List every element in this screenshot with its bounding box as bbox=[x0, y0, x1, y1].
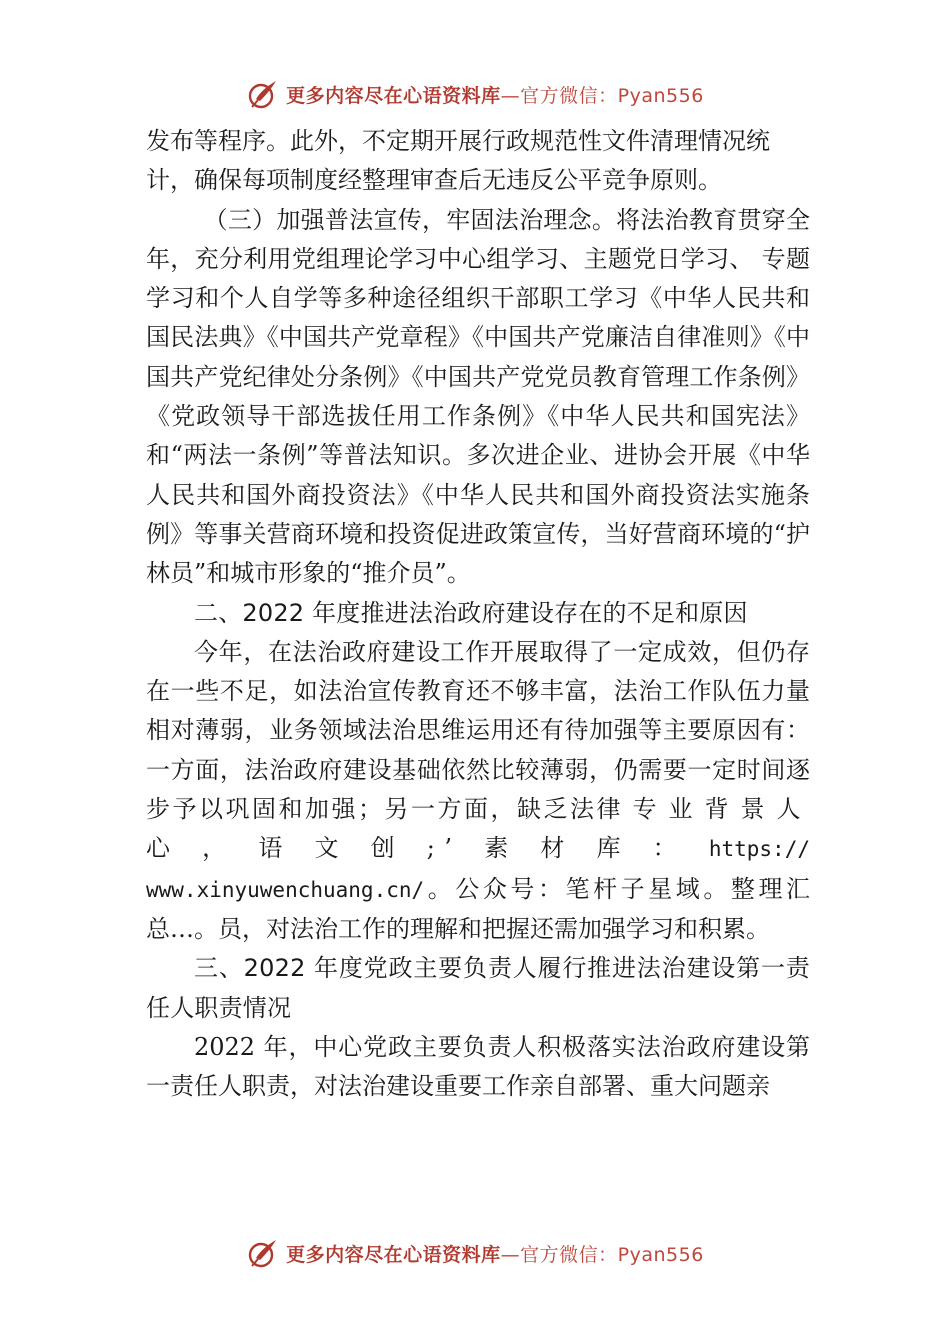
url-part-1: https:// bbox=[708, 837, 810, 862]
banner-main-text: 更多内容尽在心语资料库 bbox=[286, 1243, 501, 1266]
paragraph-line: 发布等程序。此外，不定期开展行政规范性文件清理情况统 bbox=[146, 127, 770, 155]
paragraph-shortcomings bbox=[146, 633, 810, 949]
banner-main-text: 更多内容尽在心语资料库 bbox=[286, 84, 501, 107]
footer-banner bbox=[0, 1233, 950, 1273]
section-heading-2: 二、2022 年度推进法治政府建设存在的不足和原因 bbox=[194, 598, 748, 627]
quill-logo-icon bbox=[246, 77, 280, 111]
paragraph-tail: 。公众号：笔杆子星域。整理汇总…。员，对法治工作的理解和把握还需加强学习和积累。 bbox=[146, 874, 810, 943]
document-body bbox=[146, 122, 810, 1106]
paragraph-law-promotion: （三）加强普法宣传，牢固法治理念。将法治教育贯穿全年，充分利用党组理论学习中心组学习、主题党日学习、 专题学习和个人自学等多种途径组织干部职工学习《中华人民共和国民法典》《中国共产党章程》《中国共产党廉洁自律准则》《中国共产党纪律处分条例》《中国共产党党员教育管理工作条例》《党政领导干部选拔任用工作条例》《中华人民共和国宪法》和“两法一条例”等普法知识。多次进企业、进协会开展《中华人民共和国外商投资法》《中华人民共和国外商投资法实施条例》等事关营商环境和投资促进政策宣传，当好营商环境的“护林员”和城市形象的“推介员”。 bbox=[146, 205, 810, 588]
url-part-2: www.xinyuwenchuang.cn/ bbox=[146, 877, 425, 902]
paragraph-spaced-text: 律专业背景人心，语文创;’素材库： bbox=[146, 795, 810, 863]
quill-logo-icon bbox=[246, 1236, 280, 1270]
section-heading-3: 三、2022 年度党政主要负责人履行推进法治建设第一责任人职责情况 bbox=[146, 954, 810, 1022]
paragraph-responsibility: 2022 年，中心党政主要负责人积极落实法治政府建设第一责任人职责，对法治建设重要工作亲自部署、重大问题亲 bbox=[146, 1032, 810, 1101]
banner-wechat-text: —官方微信：Pyan556 bbox=[500, 84, 704, 107]
paragraph-line: 计，确保每项制度经整理审查后无违反公平竞争原则。 bbox=[146, 166, 722, 195]
banner-wechat-text: —官方微信：Pyan556 bbox=[500, 1243, 704, 1266]
header-banner bbox=[0, 74, 950, 114]
paragraph-text: 今年，在法治政府建设工作开展取得了一定成效，但仍存在一些不足，如法治宣传教育还不够丰富，法治工作队伍力量相对薄弱，业务领域法治思维运用还有待加强等主要原因有：一方面，法治政府建设基础依然比较薄弱，仍需要一定时间逐步予以巩固和加强；另一方面，缺乏法 bbox=[146, 637, 810, 824]
